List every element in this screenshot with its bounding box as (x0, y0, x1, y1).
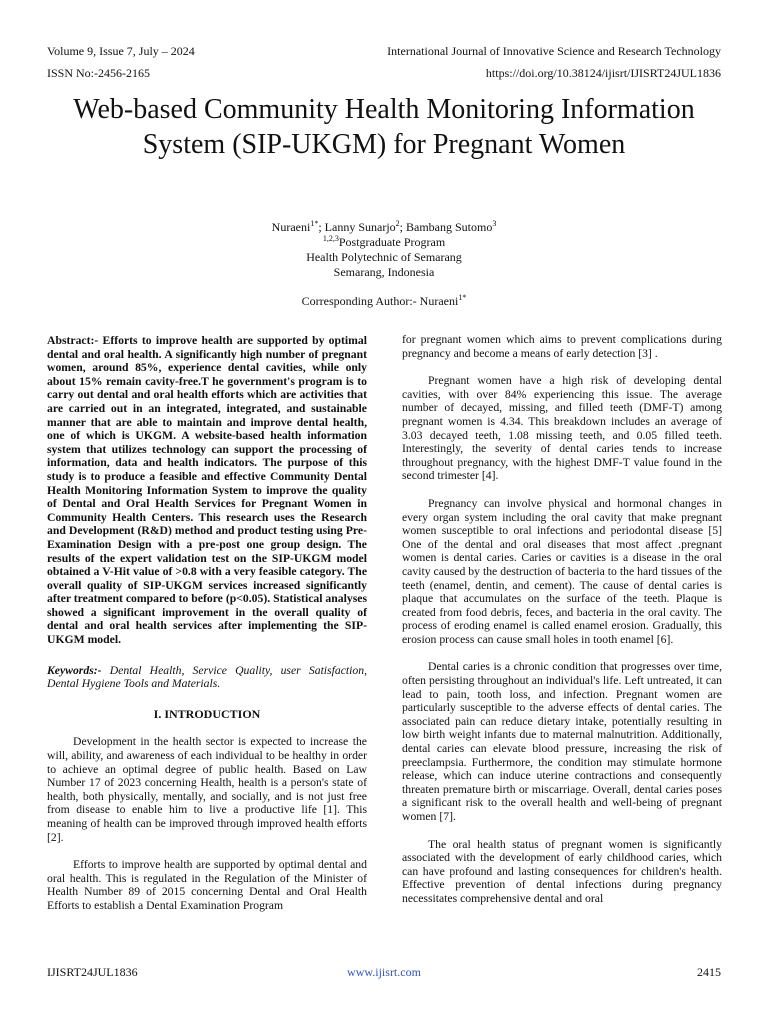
corresponding-sup: 1* (458, 293, 467, 302)
paragraph-continued: for pregnant women which aims to prevent complications during pregnancy and become a means of early detection [3] . (402, 333, 722, 360)
doi-link[interactable]: https://doi.org/10.38124/ijisrt/IJISRT24JUL1836 (485, 66, 721, 80)
journal-volume: Volume 9, Issue 7, July – 2024 (47, 44, 195, 58)
author-3-sup: 3 (492, 219, 497, 228)
affiliation-program (100, 235, 668, 250)
corresponding-author (100, 294, 668, 309)
journal-issn: ISSN No:-2456-2165 (47, 66, 151, 80)
affiliation-sup: 1,2,3 (322, 234, 339, 243)
paragraph: The oral health status of pregnant women is significantly associated with the development of early childhood caries, which can have profound and lasting consequences for children's health. Effective prevention of dental infections during pregnancy necessitates comprehensive dental and oral (402, 837, 722, 905)
paragraph: Pregnant women have a high risk of developing dental cavities, with over 84% experiencing this issue. The average number of decayed, missing, and filled teeth (DMF-T) among pregnant women is 4.34. This breakdown includes an average of 3.03 decayed teeth, 1.08 missing teeth, and 0.05 filled teeth. Interestingly, the severity of dental caries tends to increase throughout pregnancy, with the highest DMF-T value found in the second trimester [4]. (402, 374, 722, 483)
footer-website-link[interactable]: www.ijisrt.com (347, 965, 421, 979)
affiliation-program-text: Postgraduate Program (338, 235, 446, 249)
paper-title: Web-based Community Health Monitoring Information System (SIP-UKGM) for Pregnant Women (73, 94, 695, 160)
author-list (100, 220, 668, 235)
paragraph: Dental caries is a chronic condition that progresses over time, often persisting throughout an individual's life. Left untreated, it can lead to pain, tooth loss, and infection. Pregnant women are particularly susceptible to the adverse effects of dental caries. The associated pain can reduce dietary intake, potentially resulting in low birth weight infants due to maternal malnutrition. Additionally, dental caries can elevate blood pressure, increasing the risk of preeclampsia. Furthermore, the condition may stimulate hormone release, which can induce uterine contractions and consequently threaten premature birth or miscarriage. Overall, dental caries poses a significant risk to the overall health and well-being of pregnant women [7]. (402, 660, 722, 823)
abstract: Abstract:- Efforts to improve health are supported by optimal dental and oral health. A significantly high number of pregnant women, around 85%, experience dental cavities, while only about 15% remain cavity-free.T he government's program is to carry out dental and oral health efforts which are activities that are carried out in an integrated, integrated, and sustainable manner that are able to maintain and improve dental health, one of which is UKGM. A website-based health information system that utilizes technology can support the processing of information, data and health indicators. The purpose of this study is to produce a feasible and effective Community Dental Health Monitoring Information System to improve the quality of Dental and Oral Health Services for Pregnant Women in Community Health Centers. This research uses the Research and Development (R&D) method and product testing using Pre-Examination Design with a pre-post one group design. The results of the expert validation test on the SIP-UKGM model obtained a V-Hit value of >0.8 with a very feasible category. The overall quality of SIP-UKGM services increased significantly after treatment compared to before (p<0.05). Statistical analyses showed a significant improvement in the overall quality of dental and oral health services after implementing the SIP-UKGM model. (47, 334, 367, 647)
affiliation-location: Semarang, Indonesia (333, 265, 435, 279)
corresponding-author-text: Corresponding Author:- Nuraeni (301, 294, 459, 308)
keywords-label: Keywords:- (47, 663, 102, 677)
author-1: Nuraeni (271, 220, 311, 234)
right-column (402, 333, 722, 906)
journal-name: International Journal of Innovative Science and Research Technology (387, 44, 721, 58)
keywords-text: Dental Health, Service Quality, user Satisfaction, Dental Hygiene Tools and Materials. (47, 663, 367, 691)
author-3: ; Bambang Sutomo (399, 220, 493, 234)
author-2: ; Lanny Sunarjo (318, 220, 396, 234)
author-1-sup: 1* (310, 219, 319, 228)
footer-page-number: 2415 (697, 965, 721, 979)
author-block (100, 220, 668, 309)
paragraph: Pregnancy can involve physical and hormonal changes in every organ system including the oral cavity that make pregnant women susceptible to oral infections and periodontal disease [5] One of the dental and oral diseases that most affect .pregnant women is dental caries. Caries or cavities is a disease in the oral cavity caused by the destruction of bacteria to the hard tissues of the teeth (enamel, dentin, and cement). The cause of dental caries is plaque that accumulates on the surface of the teeth. Plaque is created from food debris, feces, and bacteria in the oral cavity. The process of eroding enamel is called enamel erosion. Gradually, this erosion process can cause small holes in tooth enamel [6]. (402, 496, 722, 646)
left-column (47, 334, 367, 913)
affiliation-institution: Health Polytechnic of Semarang (306, 250, 462, 264)
section-heading-introduction: I. INTRODUCTION (153, 706, 261, 721)
footer-paper-id: IJISRT24JUL1836 (47, 965, 138, 979)
paragraph: Efforts to improve health are supported by optimal dental and oral health. This is regulated in the Regulation of the Minister of Health Number 89 of 2015 concerning Dental and Oral Health Efforts to establish a Dental Examination Program (47, 858, 367, 912)
keywords (47, 664, 367, 691)
paragraph: Development in the health sector is expected to increase the will, ability, and awareness of each individual to be healthy in order to achieve an optimal degree of public health. Based on Law Number 17 of 2023 concerning Health, health is a person's state of health, both physically, mentally, and socially, and is not just free from disease to enable him to live a productive life [1]. This meaning of health can be improved through improved health efforts [2]. (47, 735, 367, 844)
author-2-sup: 2 (395, 219, 400, 228)
